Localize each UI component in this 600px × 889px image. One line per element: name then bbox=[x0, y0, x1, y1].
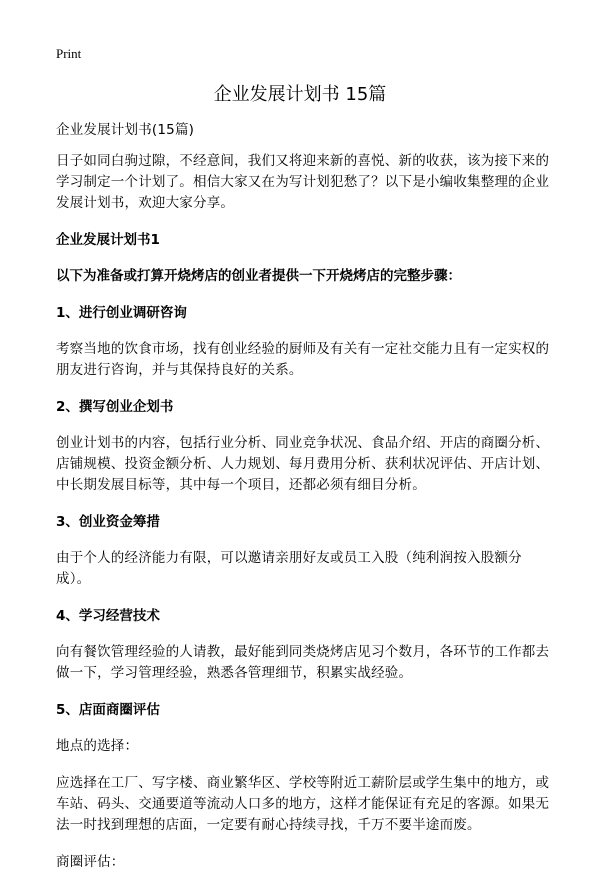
step-heading-3: 3、创业资金筹措 bbox=[56, 514, 160, 530]
print-link[interactable]: Print bbox=[56, 46, 82, 61]
step-text-5: 地点的选择： bbox=[56, 738, 139, 754]
intro-paragraph: 日子如同白驹过隙，不经意间，我们又将迎来新的喜悦、新的收获，该为接下来的学习制定一个计划了。相信大家又在为写计划犯愁了？以下是小编收集整理的企业发展计划书，欢迎大家分享。 bbox=[56, 153, 550, 211]
page-title: 企业发展计划书 15篇 bbox=[213, 84, 387, 105]
step-text-1: 考察当地的饮食市场，找有创业经验的厨师及有关有一定社交能力且有一定实权的朋友进行咨询，并与其保持良好的关系。 bbox=[56, 341, 550, 378]
article-body bbox=[56, 120, 550, 889]
lead-heading: 以下为准备或打算开烧烤店的创业者提供一下开烧烤店的完整步骤： bbox=[56, 268, 461, 284]
article-subtitle: 企业发展计划书(15篇) bbox=[56, 122, 195, 138]
section-heading: 企业发展计划书1 bbox=[56, 232, 160, 248]
step-text-2: 创业计划书的内容，包括行业分析、同业竞争状况、食品介绍、开店的商圈分析、店铺规模、投资金额分析、人力规划、每月费用分析、获利状况评估、开店计划、中长期发展目标等，其中每一个项目，还都必须有细目分析。 bbox=[56, 435, 550, 493]
trailing-label: 商圈评估： bbox=[56, 854, 125, 870]
location-paragraph: 应选择在工厂、写字楼、商业繁华区、学校等附近工薪阶层或学生集中的地方，或车站、码头、交通要道等流动人口多的地方，这样才能保证有充足的客源。如果无法一时找到理想的店面，一定要有耐心持续寻找，千万不要半途而废。 bbox=[56, 775, 550, 833]
step-heading-1: 1、进行创业调研咨询 bbox=[56, 305, 187, 321]
step-heading-5: 5、店面商圈评估 bbox=[56, 702, 160, 718]
step-text-3: 由于个人的经济能力有限，可以邀请亲朋好友或员工入股（纯利润按入股额分成）。 bbox=[56, 550, 522, 587]
step-heading-2: 2、撰写创业企划书 bbox=[56, 399, 174, 415]
step-text-4: 向有餐饮管理经验的人请教，最好能到同类烧烤店见习个数月，各环节的工作都去做一下，学习管理经验，熟悉各管理细节，积累实战经验。 bbox=[56, 644, 550, 681]
step-heading-4: 4、学习经营技术 bbox=[56, 608, 160, 624]
